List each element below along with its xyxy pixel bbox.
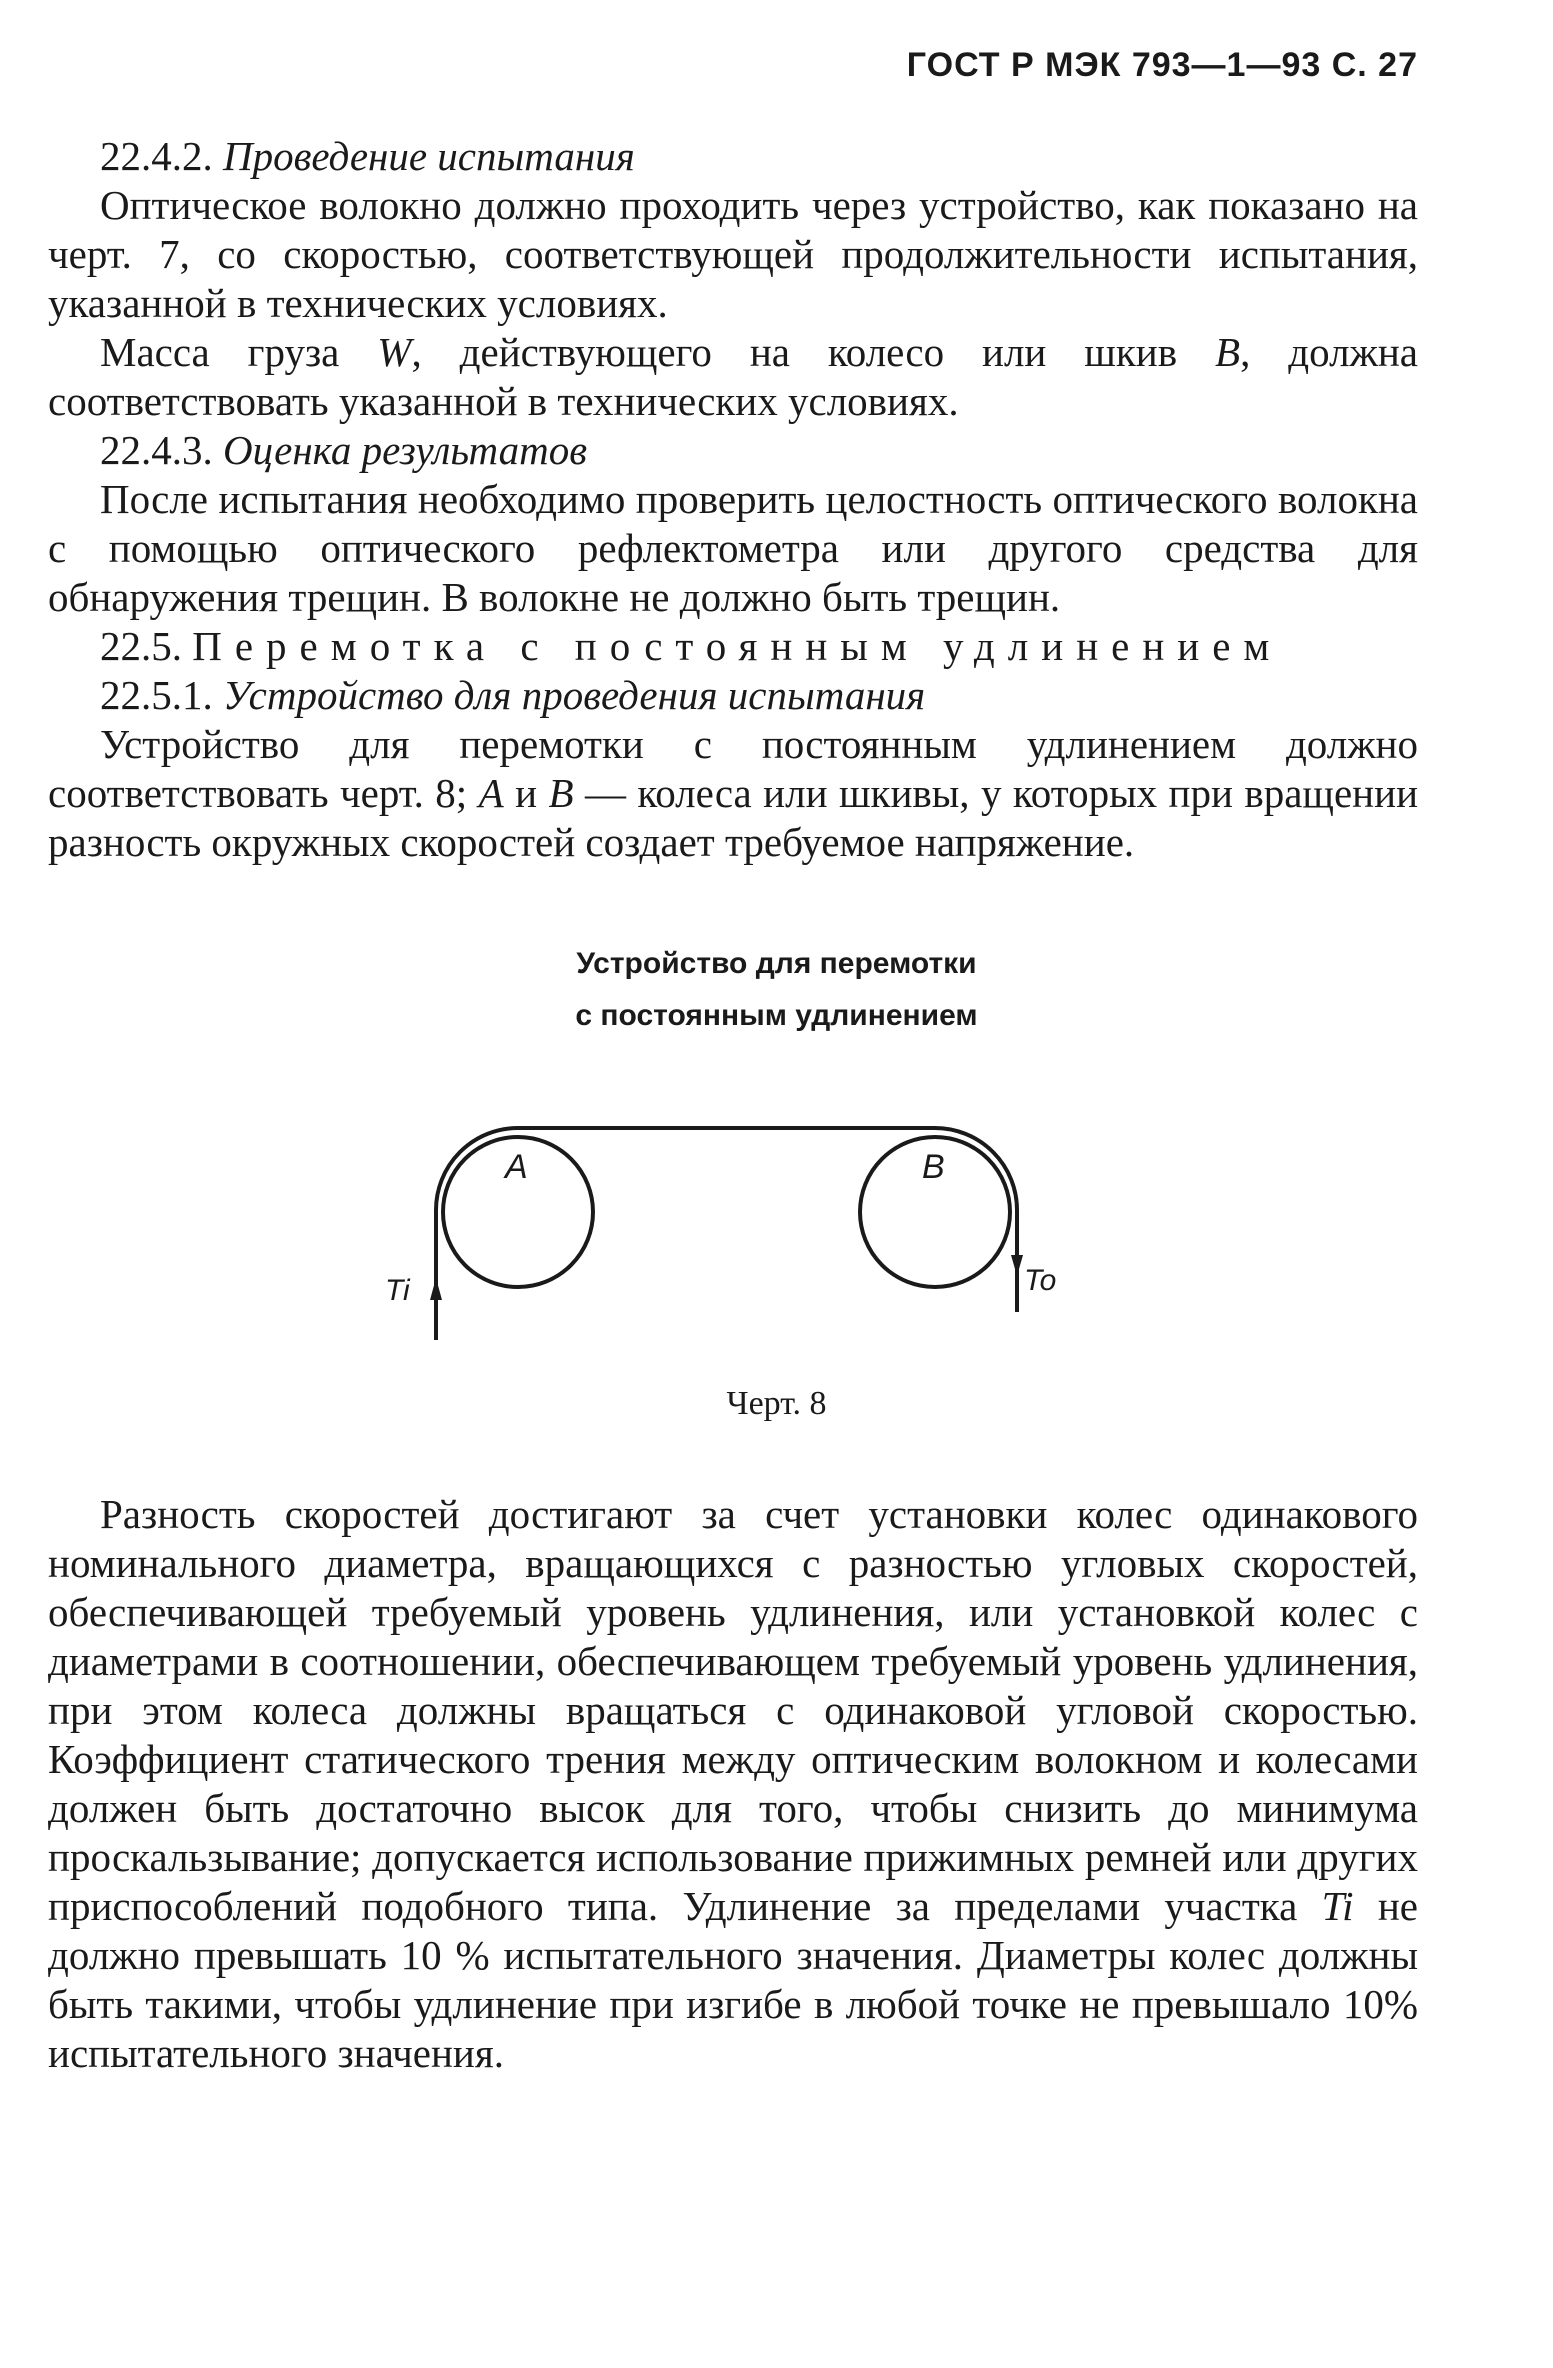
heading-22-5-1 — [48, 671, 1418, 720]
section-number: 22.5.1. — [100, 672, 213, 718]
figure-caption: Черт. 8 — [726, 1385, 827, 1422]
paragraph: Масса груза W, действующего на колесо или шкив B, должна соответствовать указанной в технических условиях. — [48, 329, 1419, 424]
paragraph: После испытания необходимо проверить целостность оптического волокна с помощью оптического рефлектометра или другого средства для обнаружения трещин. В волокне не должно быть трещин. — [48, 476, 1418, 620]
section-number: 22.4.2. — [100, 133, 213, 179]
tension-in-label: Ti — [385, 1274, 410, 1307]
section-title: Проведение испытания — [223, 133, 635, 179]
arrow-up-icon — [430, 1278, 442, 1300]
paragraph: Устройство для перемотки с постоянным удлинением должно соответствовать черт. 8; A и B — колеса или шкивы, у которых при вращении разность окружных скоростей создает требуемое напряжение. — [48, 721, 1419, 865]
page-header: ГОСТ Р МЭК 793—1—93 С. 27 — [906, 46, 1418, 84]
heading-22-4-2 — [48, 132, 1418, 181]
tension-out-label: To — [1024, 1264, 1057, 1297]
section-number: 22.5. — [100, 623, 182, 669]
paragraph: Разность скоростей достигают за счет установки колес одинакового номинального диаметра, вращающихся с разностью угловых скоростей, обеспечивающей требуемый уровень удлинения, или установкой колес с диаметрами в соотношении, обеспечивающем требуемый уровень удлинения, при этом колеса должны вращаться с одинаковой угловой скоростью. Коэффициент статического трения между оптическим волокном и колесами должен быть достаточно высок для того, чтобы снизить до минимума проскальзывание; допускается использование прижимных ремней или других приспособлений подобного типа. Удлинение за пределами участка Ti не должно превышать 10 % испытательного значения. Диаметры колес должны быть такими, чтобы удлинение при изгибе в любой точке не превышало 10% испытательного значения. — [48, 1491, 1418, 2076]
heading-22-5 — [48, 622, 1418, 671]
section-title: Оценка результатов — [223, 427, 588, 473]
winding-diagram — [0, 1040, 1553, 1340]
arrow-down-icon — [1011, 1255, 1023, 1276]
body-text-bottom — [48, 1490, 1418, 2078]
paragraph: Оптическое волокно должно проходить через устройство, как показано на черт. 7, со скоростью, соответствующей продолжительности испытания, указанной в технических условиях. — [48, 182, 1418, 326]
body-text-top — [48, 132, 1418, 867]
section-number: 22.4.3. — [100, 427, 213, 473]
wheel-a-label: A — [505, 1148, 528, 1186]
fiber-wrap-b — [935, 1128, 1017, 1210]
figure-title: Устройство для перемотки с постоянным удлинением — [575, 947, 978, 1032]
section-title: Перемотка с постоянным удлинением — [192, 623, 1283, 669]
section-title: Устройство для проведения испытания — [223, 672, 926, 718]
wheel-b-label: B — [922, 1148, 945, 1186]
heading-22-4-3 — [48, 426, 1418, 475]
